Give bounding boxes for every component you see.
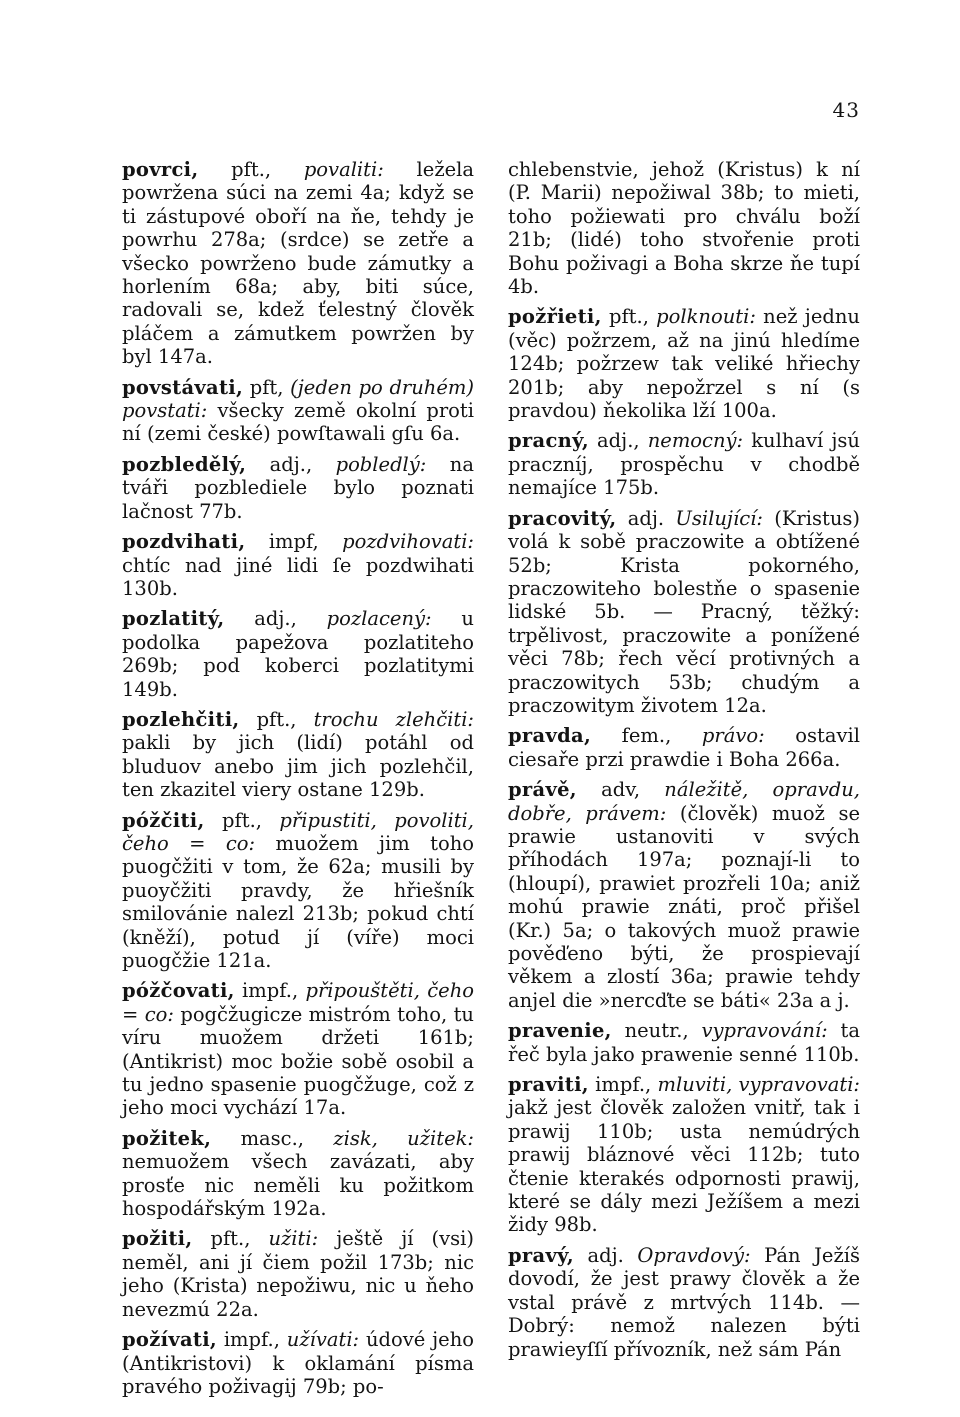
- entry-headword: pozlehčiti,: [122, 707, 240, 731]
- right-column: [508, 158, 860, 1368]
- entry-citation: muožem jim toho puogčžiti v tom, že 62a; musili by puoyčžiti pravdy, že hřiešník smilovánie nalezl 213b; pokud chtí (kněží), potud jí (víře) moci puogčžie 121a.: [122, 831, 475, 972]
- entry-headword: právě,: [508, 778, 577, 802]
- entry-citation: ta řeč byla jako prawenie senné 110b.: [508, 1019, 860, 1066]
- entry-grammar: pft.,: [198, 158, 272, 181]
- entry-grammar: adj.,: [224, 607, 297, 631]
- entry-gloss: nemocný:: [639, 429, 744, 453]
- entry-citation: (člověk) muož se prawie ustanoviti v svých příhodách 197a; poznají-li to (hloupí), prawiet prozřeli 10a; aniž mohú prawie znáti, proč přišel (Kr.) 5a; o takových muož prawie pověďeno býti, že prospievají věkem a zlostí 36a; prawie tehdy anjel die »nercďte se báti« 23a a j.: [508, 801, 860, 1012]
- entry-gloss: pobledlý:: [312, 452, 427, 476]
- dictionary-entry: [508, 724, 860, 771]
- entry-gloss: vypravování:: [688, 1019, 828, 1043]
- entry-grammar: impf.,: [234, 979, 299, 1003]
- dictionary-entry: [508, 1073, 860, 1237]
- entry-grammar: adv,: [576, 778, 641, 802]
- entry-gloss: zisk, užitek:: [304, 1126, 475, 1150]
- entry-citation: na tváři pozblediele bylo poznati lačnost 77b.: [122, 452, 474, 523]
- entry-citation: jakž jest člověk založen vnitř, tak i prawij 110b; usta nemúdrých prawij bláznové věci 112b; tuto čtenie kterakés odpornosti prawij, které se dály mezi Ježíšem a mezi židy 98b.: [508, 1096, 860, 1237]
- entry-headword: pravda,: [508, 724, 592, 748]
- entry-headword: požřieti,: [508, 305, 602, 329]
- entry-headword: požiti,: [122, 1227, 193, 1251]
- entry-gloss: náležitě, opravdu, dobře, právem:: [508, 778, 860, 825]
- entry-citation: (Kristus) volá k sobě praczowite a obtížené 52b; Krista pokorného, praczowiteho bolestňe o spasenie lidské 5b. — Pracný, těžký: trpělivost, praczowite a ponížené věci 78b; řech věcí protivných a praczowitych 53b; chudým a praczowitym životem 12a.: [508, 506, 860, 717]
- entry-citation: než jednu (věc) požrzem, až na jinú hledíme 124b; požrzew tak veliké hřiechy 201b; aby nepožrzel s ní (s pravdou) ňekolika lží 100a.: [508, 305, 860, 423]
- entry-headword: pravenie,: [508, 1019, 612, 1043]
- entry-grammar: pft,: [243, 375, 284, 399]
- dictionary-entry: [122, 708, 474, 802]
- entry-gloss: připustiti, povoliti, čeho = co:: [122, 808, 474, 855]
- entry-gloss: užiti:: [250, 1227, 319, 1251]
- entry-headword: póžčiti,: [122, 808, 205, 832]
- entry-grammar: masc.,: [211, 1126, 305, 1150]
- entry-headword: praviti,: [508, 1073, 589, 1097]
- entry-citation: ještě jí (vsi) neměl, ani jí čiem požil 173b; nic jeho (Krista) nepožiwu, nic u ňeho nevezmú 22a.: [122, 1227, 474, 1321]
- dictionary-entry: [508, 778, 860, 1012]
- dictionary-entry: [122, 979, 474, 1119]
- entry-headword: požitek,: [122, 1126, 212, 1150]
- page-number: 43: [832, 98, 860, 122]
- entry-gloss: (jeden po druhém) povstati:: [122, 375, 475, 423]
- entry-grammar: neutr.,: [611, 1019, 689, 1043]
- dictionary-entry: [122, 1227, 474, 1321]
- entry-citation: chtíc nad jiné lidi ſe pozdwihati 130b.: [122, 553, 474, 600]
- entry-headword: pravý,: [508, 1243, 574, 1267]
- entry-gloss: připouštěti, čeho = co:: [122, 979, 474, 1026]
- dictionary-entry: [508, 507, 860, 718]
- entry-headword: póžčovati,: [122, 979, 235, 1003]
- entry-headword: pracný,: [508, 429, 589, 453]
- dictionary-entry: [122, 809, 474, 973]
- entry-grammar: adj.,: [246, 452, 313, 476]
- dictionary-entry: [122, 453, 474, 523]
- entry-citation: ležela powržena súci na zemi 4a; když se ti zástupové oboří na ňe, tehdy je powrhu 278a; (srdce) se zetře a všecko powrženo bude zámutky a horlením 68a; aby, biti súce, radovali se, kdež ťelestný člověk pláčem a zámutkem powržen by byl 147a.: [122, 158, 474, 369]
- entry-grammar: adj.: [573, 1243, 624, 1267]
- entry-grammar: impf,: [245, 530, 319, 554]
- entry-grammar: impf.,: [217, 1328, 280, 1352]
- left-column: [122, 158, 474, 1405]
- entry-citation: údové jeho (Antikristovi) k oklamání písma pravého poživagij 79b; po-: [122, 1328, 475, 1398]
- entry-citation: všecky země okolní proti ní (zemi české) powſtawali gſu 6a.: [122, 399, 474, 446]
- entry-headword: pozdvihati,: [122, 530, 246, 554]
- dictionary-entry: [122, 158, 474, 369]
- entry-grammar: adj.: [616, 506, 665, 530]
- entry-gloss: právo:: [671, 724, 765, 748]
- entry-gloss: trochu zlehčiti:: [296, 707, 474, 731]
- entry-grammar: pft.,: [601, 305, 649, 329]
- entry-citation: chlebenstvie, jehož (Kristus) k ní (P. Marii) nepožiwal 38b; to mieti, toho požiewati pro chválu boží 21b; (lidé) toho stvořenie proti Bohu poživagi a Boha skrze ňe tupí 4b.: [508, 158, 860, 299]
- entry-citation: u podolka papežova pozlatiteho 269b; pod koberci pozlatitymi 149b.: [122, 607, 474, 701]
- entry-citation: ostavil ciesaře przi prawdie i Boha 266a.: [508, 724, 860, 771]
- entry-gloss: pozdvihovati:: [318, 530, 474, 554]
- entry-grammar: pft.,: [239, 707, 297, 731]
- entry-headword: povstávati,: [122, 375, 244, 399]
- dictionary-entry: [122, 607, 474, 701]
- entry-citation: kulhaví jsú praczníj, prospěchu v chodbě nemajíce 175b.: [508, 429, 860, 500]
- entry-citation: pogčžugicze mistróm toho, tu víru muožem držeti 161b; (Antikrist) moc božie sobě osobil a tu jedno spasenie puogčžuge, což z jeho moci vychází 17a.: [122, 1002, 474, 1120]
- entry-gloss: užívati:: [279, 1328, 360, 1352]
- entry-gloss: mluviti, vypravovati:: [651, 1073, 861, 1097]
- entry-gloss: pozlacený:: [296, 607, 432, 631]
- dictionary-entry: [122, 1328, 474, 1398]
- dictionary-entry: [122, 376, 474, 446]
- entry-gloss: polknouti:: [648, 305, 756, 329]
- entry-headword: pozbledělý,: [122, 452, 247, 476]
- entry-grammar: pft.,: [204, 808, 262, 832]
- entry-citation: nemuožem všech zavázati, aby prosťe nic neměli ku požitkom hospodářským 192a.: [122, 1150, 474, 1221]
- entry-gloss: Opravdový:: [623, 1243, 751, 1267]
- dictionary-entry: [508, 1244, 860, 1361]
- dictionary-entry: [508, 1019, 860, 1066]
- dictionary-entry: [508, 305, 860, 422]
- entry-headword: povrci,: [122, 158, 199, 181]
- entry-citation: pakli by jich (lidí) potáhl od bluduov anebo jim jich pozlehčil, ten zkazitel viery ostane 129b.: [122, 731, 474, 802]
- dictionary-entry: [122, 530, 474, 600]
- entry-gloss: povaliti:: [271, 158, 384, 181]
- entry-grammar: pft.,: [192, 1227, 251, 1251]
- entry-headword: požívati,: [122, 1328, 217, 1352]
- entry-gloss: Usilující:: [664, 506, 763, 530]
- dictionary-entry: [122, 1127, 474, 1221]
- entry-grammar: fem.,: [591, 724, 672, 748]
- dictionary-entry: [508, 158, 860, 298]
- dictionary-entry: [508, 429, 860, 499]
- entry-grammar: adj.,: [588, 429, 640, 453]
- entry-citation: Pán Ježíš dovodí, že jest prawy člověk a že vstal právě z mrtvých 114b. — Dobrý: nemož nalezen býti prawieyſſí přívozník, než sám Pán: [508, 1243, 860, 1361]
- entry-grammar: impf.,: [588, 1073, 652, 1097]
- entry-headword: pozlatitý,: [122, 607, 225, 631]
- entry-headword: pracovitý,: [508, 506, 617, 530]
